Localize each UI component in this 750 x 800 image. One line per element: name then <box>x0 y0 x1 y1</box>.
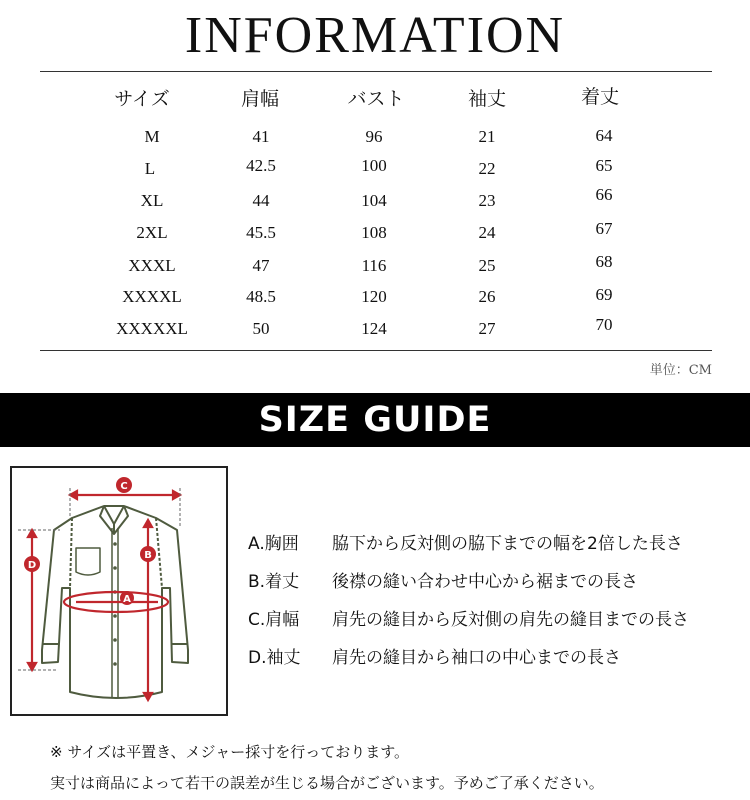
cell-shoulder: 48.5 <box>246 287 276 306</box>
cell-bust: 100 <box>361 156 387 175</box>
cell-sleeve: 24 <box>478 223 496 242</box>
cell-bust: 120 <box>361 287 387 306</box>
header-shoulder: 肩幅 <box>240 88 280 110</box>
cell-bust: 108 <box>361 223 387 242</box>
cell-sleeve: 22 <box>478 159 496 178</box>
cell-bust: 104 <box>361 191 387 210</box>
table-top-rule <box>40 71 712 72</box>
guide-desc: 肩先の縫目から反対側の肩先の縫目までの長さ <box>332 610 689 630</box>
cell-size: 2XL <box>136 223 168 242</box>
shirt-illustration <box>12 468 226 714</box>
guide-key: B.着丈 <box>248 572 300 592</box>
cell-size: XXXXL <box>122 287 182 306</box>
cell-length: 67 <box>595 219 613 238</box>
cell-length: 64 <box>595 126 613 145</box>
header-size: サイズ <box>114 88 170 110</box>
cell-shoulder: 42.5 <box>246 156 276 175</box>
unit-label: 単位：CM <box>649 363 712 378</box>
cell-length: 69 <box>595 285 613 304</box>
guide-desc: 脇下から反対側の脇下までの幅を2倍した長さ <box>332 534 683 554</box>
cell-length: 65 <box>595 156 613 175</box>
note-disclaimer: 実寸は商品によって若干の誤差が生じる場合がございます。予めご了承ください。 <box>50 774 604 792</box>
cell-length: 70 <box>595 315 613 334</box>
cell-bust: 124 <box>361 319 387 338</box>
label-d: D <box>27 560 37 571</box>
guide-key: A.胸囲 <box>248 534 299 554</box>
cell-sleeve: 27 <box>478 319 496 338</box>
cell-shoulder: 47 <box>252 256 270 275</box>
guide-key: D.袖丈 <box>248 648 301 668</box>
note-measurement: ※ サイズは平置き、メジャー採寸を行っております。 <box>50 743 410 761</box>
header-sleeve: 袖丈 <box>467 88 507 110</box>
cell-size: XXXXXL <box>116 319 188 338</box>
label-b: B <box>144 550 152 561</box>
page-title: INFORMATION <box>184 7 566 64</box>
table-bottom-rule <box>40 350 712 351</box>
cell-length: 66 <box>595 185 613 204</box>
cell-size: L <box>144 159 156 178</box>
cell-bust: 96 <box>365 127 383 146</box>
cell-size: XL <box>140 191 164 210</box>
guide-desc: 後襟の縫い合わせ中心から裾までの長さ <box>332 572 638 592</box>
shirt-diagram <box>10 466 228 716</box>
cell-shoulder: 41 <box>252 127 270 146</box>
cell-bust: 116 <box>361 256 387 275</box>
cell-shoulder: 50 <box>252 319 270 338</box>
cell-sleeve: 21 <box>478 127 496 146</box>
cell-length: 68 <box>595 252 613 271</box>
cell-size: XXXL <box>128 256 176 275</box>
cell-sleeve: 25 <box>478 256 496 275</box>
cell-size: M <box>144 127 160 146</box>
label-a: A <box>123 594 131 605</box>
cell-sleeve: 26 <box>478 287 496 306</box>
label-c: C <box>120 481 128 492</box>
guide-key: C.肩幅 <box>248 610 300 630</box>
header-length: 着丈 <box>580 86 620 108</box>
cell-shoulder: 44 <box>252 191 270 210</box>
guide-desc: 肩先の縫目から袖口の中心までの長さ <box>332 648 621 668</box>
cell-sleeve: 23 <box>478 191 496 210</box>
cell-shoulder: 45.5 <box>246 223 276 242</box>
header-bust: バスト <box>347 88 405 110</box>
size-guide-banner: SIZE GUIDE <box>0 393 750 447</box>
